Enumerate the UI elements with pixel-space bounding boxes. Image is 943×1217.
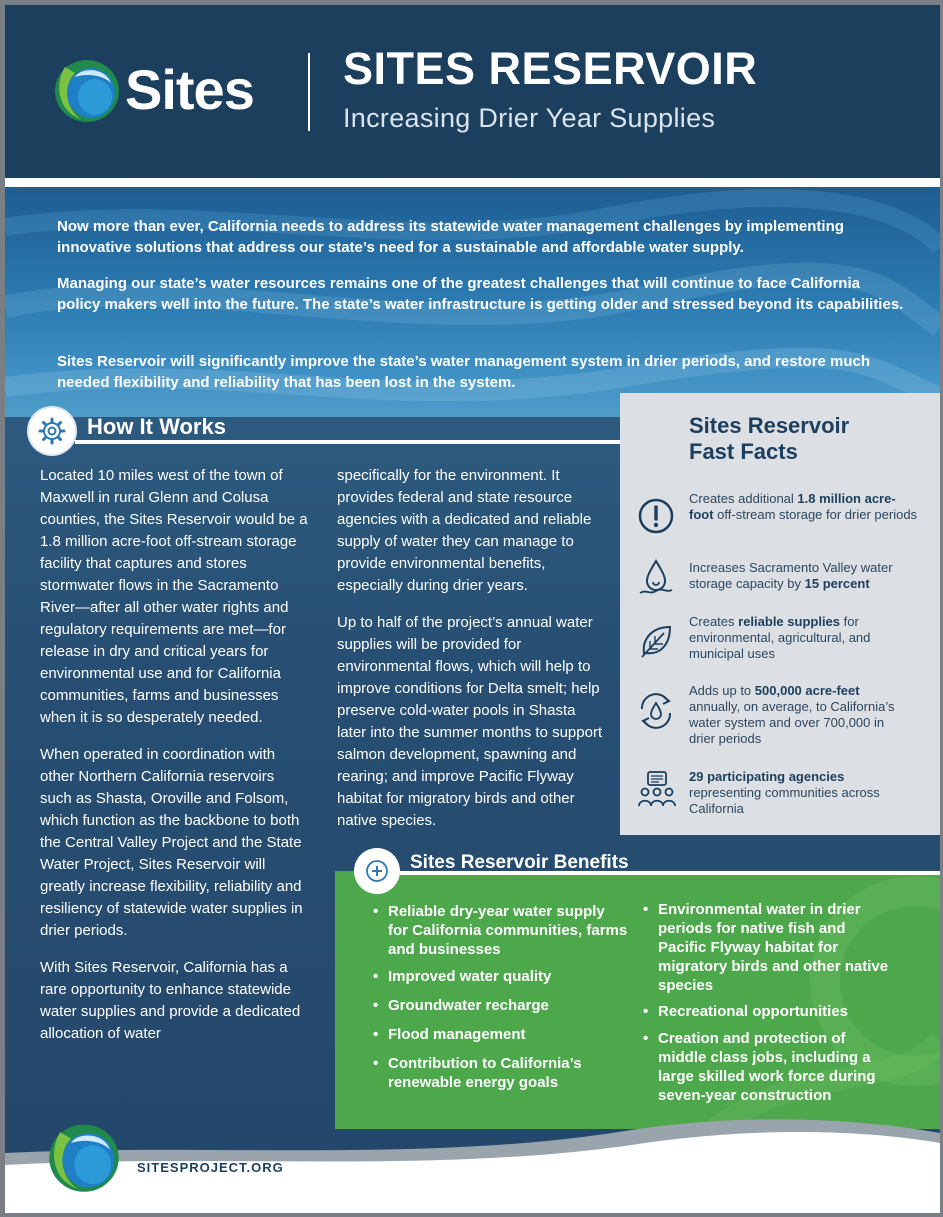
page-subtitle: Increasing Drier Year Supplies xyxy=(343,103,716,133)
header-stripe xyxy=(5,178,940,187)
fact-highlight: 1.8 million acre-foot xyxy=(689,491,896,522)
plus-circle-icon xyxy=(365,859,389,883)
header-divider xyxy=(308,53,310,131)
how-it-works-heading: How It Works xyxy=(87,414,226,439)
intro-paragraph-3: Sites Reservoir will significantly improve the state’s water management system in drier periods, and restore much needed flexibility and reliability that has been lost in the system. xyxy=(57,353,871,391)
fact-item xyxy=(689,560,919,592)
fact-text: representing communities across California xyxy=(689,785,880,816)
fact-text: Increases Sacramento Valley water storage capacity by xyxy=(689,560,893,591)
logo-wordmark: Sites xyxy=(125,58,254,121)
fact-highlight: reliable supplies xyxy=(738,614,841,629)
benefit-item: • Environmental water in drier periods for native fish and Pacific Flyway habitat for migratory birds and other native species xyxy=(658,900,893,995)
fast-facts-title-line: Sites Reservoir xyxy=(689,413,850,438)
how-it-works-paragraph: specifically for the environment. It provides federal and state resource agencies with a dedicated and reliable supply of water they can manage to provide environmental benefits, especially during drier years. xyxy=(337,467,592,594)
how-it-works-column-2 xyxy=(337,465,607,832)
fact-text: annually, on average, to California’s water system and over 700,000 in drier periods xyxy=(689,699,895,746)
page-title: SITES RESERVOIR xyxy=(343,43,758,94)
fact-item xyxy=(689,614,919,662)
benefit-item: • Contribution to California’s renewable energy goals xyxy=(388,1054,628,1092)
gear-icon xyxy=(38,417,66,445)
website-link[interactable]: SITESPROJECT.ORG xyxy=(137,1160,284,1175)
fact-item xyxy=(689,769,919,817)
fact-text: Adds up to xyxy=(689,683,755,698)
how-it-works-paragraph: With Sites Reservoir, California has a rare opportunity to enhance statewide water supplies and provide a dedicated allocation of water xyxy=(40,959,301,1042)
fact-item xyxy=(689,491,919,523)
how-it-works-paragraph: Up to half of the project’s annual water supplies will be provided for environmental flows, which will help to improve conditions for Delta smelt; help preserve cold-water pools in Shasta later into the summer months to support salmon development, spawning and rearing; and improve Pacific Flyway habitat for migratory birds and other native species. xyxy=(337,614,603,829)
recycle-drop-icon xyxy=(636,691,676,731)
intro-section xyxy=(5,187,940,417)
fact-item xyxy=(689,683,911,747)
exclamation-icon xyxy=(636,496,676,536)
fact-text: for environmental, agricultural, and municipal uses xyxy=(689,614,871,661)
header-banner xyxy=(5,5,940,178)
water-drop-icon xyxy=(636,557,676,597)
benefit-item: • Groundwater recharge xyxy=(388,996,628,1015)
how-it-works-badge xyxy=(29,408,75,454)
fact-highlight: 29 participating agencies xyxy=(689,769,845,784)
sites-logo-icon xyxy=(51,53,123,125)
fact-highlight: 15 percent xyxy=(804,576,870,591)
how-it-works-paragraph: Located 10 miles west of the town of Maxwell in rural Glenn and Colusa counties, the Sites Reservoir would be a 1.8 million acre-foot off-stream storage facility that captures and stores stormwater flows in the Sacramento River—after all other water rights and regulatory requirements are met—for release in dry and critical years for environmental use and for California communities, farms and businesses when it is so desperately needed. xyxy=(40,467,308,726)
fast-facts-panel xyxy=(620,393,940,835)
benefit-item: • Reliable dry-year water supply for California communities, farms and businesses xyxy=(388,902,628,959)
fact-highlight: 500,000 acre-feet xyxy=(754,683,860,698)
people-icon xyxy=(636,770,676,810)
fast-facts-title-line: Fast Facts xyxy=(689,439,798,464)
footer-logo-icon xyxy=(45,1117,123,1195)
how-it-works-paragraph: When operated in coordination with other Northern California reservoirs such as Shasta, Oroville and Folsom, which function as the backbone to both the Central Valley Project and the State Water Project, Sites Reservoir will greatly increase flexibility, reliability and resiliency of statewide water supplies in drier periods. xyxy=(40,746,303,939)
intro-paragraph-1: Now more than ever, California needs to address its statewide water management challenges by implementing innovative solutions that address our state’s need for a sustainable and affordable water supply. xyxy=(57,218,844,256)
flyer-page xyxy=(5,5,940,1213)
benefit-item: • Improved water quality xyxy=(388,967,628,986)
intro-paragraph-2: Managing our state’s water resources remains one of the greatest challenges that will continue to face California policy makers well into the future. The state’s water infrastructure is getting older and stressed beyond its capabilities. xyxy=(57,275,904,313)
fact-text: off-stream storage for drier periods xyxy=(713,507,918,522)
fact-text: Creates additional xyxy=(689,491,798,506)
benefit-item: • Flood management xyxy=(388,1025,628,1044)
leaf-icon xyxy=(636,621,676,661)
benefit-item: • Creation and protection of middle class jobs, including a large skilled work force during seven-year construction xyxy=(658,1029,893,1105)
fact-text: Creates xyxy=(689,614,739,629)
how-it-works-column-1 xyxy=(40,465,310,1045)
benefits-badge xyxy=(354,848,400,894)
benefit-item: • Recreational opportunities xyxy=(658,1002,893,1021)
benefits-heading: Sites Reservoir Benefits xyxy=(410,852,629,873)
how-it-works-rule xyxy=(75,440,621,444)
fast-facts-title xyxy=(689,413,849,465)
